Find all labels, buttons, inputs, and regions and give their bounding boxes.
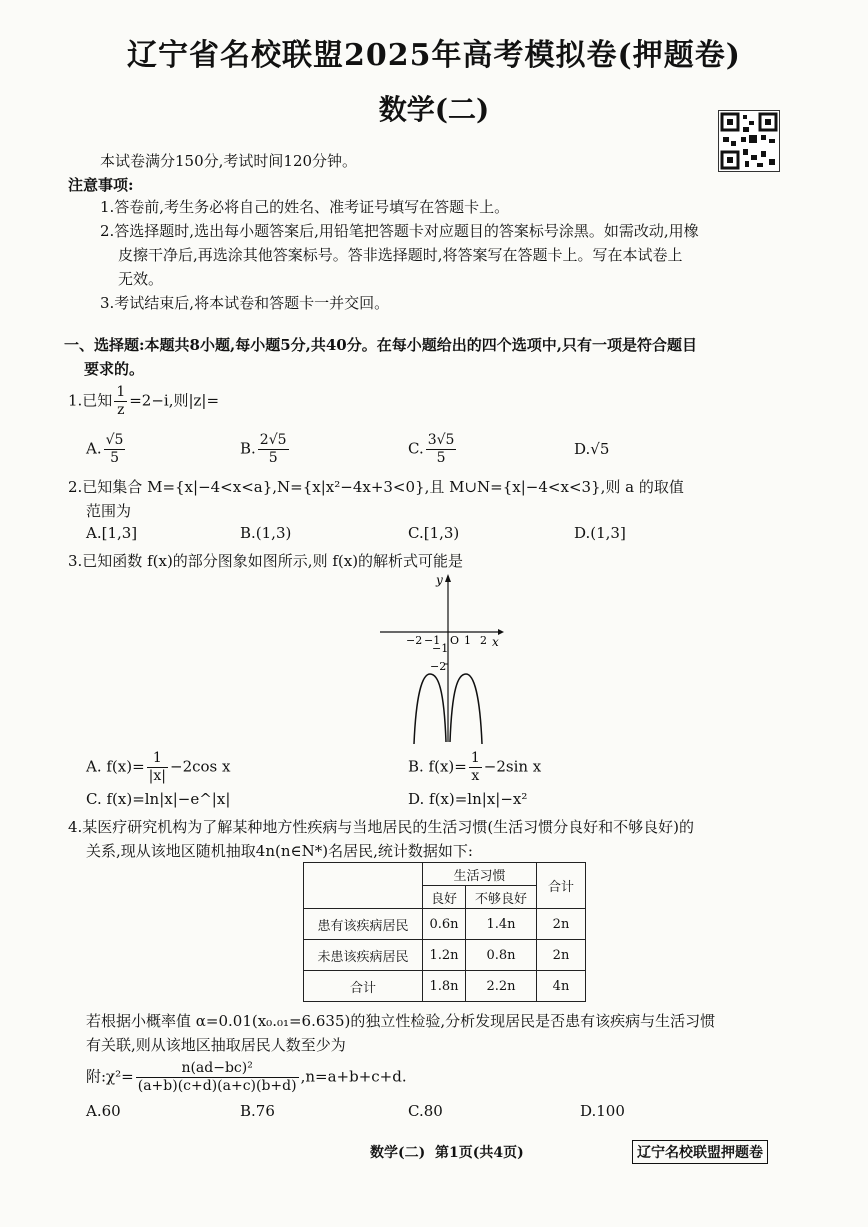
option-label: D. xyxy=(574,440,591,458)
option-suffix: −2sin x xyxy=(483,757,542,776)
table-cell: 4n xyxy=(537,971,586,1002)
frac-den: 5 xyxy=(268,450,278,466)
table-corner-cell xyxy=(304,863,423,909)
statistics-table xyxy=(303,862,586,1002)
x-tick-label: −1 xyxy=(424,634,441,647)
origin-label: O xyxy=(450,634,460,647)
q1-option-b xyxy=(240,432,291,467)
qr-code-icon xyxy=(718,110,780,172)
table-subheader: 良好 xyxy=(423,886,466,909)
q1-option-a xyxy=(86,432,127,467)
q4-option-c: C.80 xyxy=(408,1102,443,1120)
q4-option-d: D.100 xyxy=(580,1102,625,1120)
y-axis-label: y xyxy=(436,573,443,587)
curve-right-branch xyxy=(450,674,482,744)
option-prefix: A. f(x)= xyxy=(86,757,145,776)
table-cell: 1.8n xyxy=(423,971,466,1002)
note-item: 无效。 xyxy=(118,270,164,288)
table-cell: 2n xyxy=(537,940,586,971)
frac-den: 5 xyxy=(110,450,119,466)
table-cell: 2n xyxy=(537,909,586,940)
q3-option-a xyxy=(86,750,230,785)
x-tick-label: 1 xyxy=(464,634,471,647)
q2-option-c: C.[1,3) xyxy=(408,524,460,542)
frac-den: |x| xyxy=(148,768,166,784)
question-2-stem: 2.已知集合 M={x|−4<x<a},N={x|x²−4x+3<0},且 M∪N={x|−4<x<3},则 a 的取值 xyxy=(68,478,684,496)
q3-option-c: C. f(x)=ln|x|−e^|x| xyxy=(86,790,231,808)
option-suffix: −2cos x xyxy=(170,757,231,776)
frac-num: 2√5 xyxy=(259,432,287,448)
frac-num: 1 xyxy=(147,750,168,768)
q4-option-b: B.76 xyxy=(240,1102,275,1120)
y-tick-label: −1 xyxy=(432,642,449,655)
q1-fraction xyxy=(114,384,127,419)
formula-num: n(ad−bc)² xyxy=(136,1060,299,1078)
frac-num: √5 xyxy=(105,432,124,448)
function-graph xyxy=(370,566,510,744)
q1-frac-num: 1 xyxy=(116,384,126,400)
question-1-stem xyxy=(68,384,219,419)
formula-fraction xyxy=(136,1060,299,1095)
q3-option-b xyxy=(408,750,541,785)
curve-left-branch xyxy=(414,674,446,744)
note-item: 1.答卷前,考生务必将自己的姓名、准考证号填写在答题卡上。 xyxy=(100,198,510,216)
table-row-label: 患有该疾病居民 xyxy=(304,909,423,940)
table-cell: 1.2n xyxy=(423,940,466,971)
y-tick-label: −2 xyxy=(430,660,447,673)
x-axis-label: x xyxy=(492,635,499,649)
option-label: B. xyxy=(240,439,256,458)
question-4-stem-cont: 关系,现从该地区随机抽取4n(n∈N*)名居民,统计数据如下: xyxy=(86,842,473,860)
table-total-header: 合计 xyxy=(537,863,586,909)
frac-den: 5 xyxy=(436,450,446,466)
q1-option-c xyxy=(408,432,458,467)
notes-heading: 注意事项: xyxy=(68,176,134,194)
x-axis-arrow xyxy=(498,629,504,635)
frac-den: x xyxy=(471,768,480,784)
q2-option-b: B.(1,3) xyxy=(240,524,292,542)
table-cell: 0.6n xyxy=(423,909,466,940)
table-row xyxy=(304,971,586,1002)
q1-frac-den: z xyxy=(117,402,125,418)
option-label: A. xyxy=(86,439,102,458)
note-item: 3.考试结束后,将本试卷和答题卡一并交回。 xyxy=(100,294,390,312)
frac-num: 1 xyxy=(470,750,480,766)
q1-post: =2−i,则|z|= xyxy=(129,391,220,410)
option-fraction xyxy=(426,432,457,467)
note-item: 皮擦干净后,再选涂其他答案标号。答非选择题时,将答案写在答题卡上。写在本试卷上 xyxy=(118,246,683,264)
question-4-condition-cont: 有关联,则从该地区抽取居民人数至少为 xyxy=(86,1036,346,1054)
option-label: C. xyxy=(408,439,424,458)
option-fraction xyxy=(104,432,126,467)
frac-num: 3√5 xyxy=(427,432,455,448)
section-heading-cont: 要求的。 xyxy=(84,360,145,378)
table-cell: 0.8n xyxy=(466,940,537,971)
table-cell: 1.4n xyxy=(466,909,537,940)
formula-den: (a+b)(c+d)(a+c)(b+d) xyxy=(137,1078,297,1094)
exam-subtitle: 数学(二) xyxy=(378,93,490,126)
note-item: 2.答选择题时,选出每小题答案后,用铅笔把答题卡对应题目的答案标号涂黑。如需改动,用橡 xyxy=(100,222,699,240)
option-fraction xyxy=(469,750,482,785)
q1-pre: 1.已知 xyxy=(68,391,113,410)
q3-option-d: D. f(x)=ln|x|−x² xyxy=(408,790,528,808)
exam-title: 辽宁省名校联盟2025年高考模拟卷(押题卷) xyxy=(127,38,741,73)
q4-option-a: A.60 xyxy=(86,1102,121,1120)
formula-prefix: 附:χ²= xyxy=(86,1067,134,1086)
table-group-header: 生活习惯 xyxy=(423,863,537,886)
option-fraction xyxy=(147,750,168,785)
footer-badge: 辽宁名校联盟押题卷 xyxy=(632,1140,768,1164)
y-axis-arrow xyxy=(445,574,451,582)
table-cell: 2.2n xyxy=(466,971,537,1002)
question-3-stem: 3.已知函数 f(x)的部分图象如图所示,则 f(x)的解析式可能是 xyxy=(68,552,464,570)
formula-suffix: ,n=a+b+c+d. xyxy=(300,1067,407,1086)
question-4-stem: 4.某医疗研究机构为了解某种地方性疾病与当地居民的生活习惯(生活习惯分良好和不够良好)的 xyxy=(68,818,695,836)
option-fraction xyxy=(258,432,289,467)
question-4-condition: 若根据小概率值 α=0.01(x₀.₀₁=6.635)的独立性检验,分析发现居民是否患有该疾病与生活习惯 xyxy=(86,1012,716,1030)
section-heading: 一、选择题:本题共8小题,每小题5分,共40分。在每小题给出的四个选项中,只有一项是符合题目 xyxy=(64,336,697,354)
page-footer: 数学(二) 第1页(共4页) xyxy=(370,1145,524,1161)
q2-option-a: A.[1,3] xyxy=(86,524,138,542)
question-2-stem-cont: 范围为 xyxy=(86,502,132,520)
q2-option-d: D.(1,3] xyxy=(574,524,626,542)
table-subheader: 不够良好 xyxy=(466,886,537,909)
table-header-row xyxy=(304,863,586,886)
option-text: √5 xyxy=(590,440,610,458)
table-row-label: 未患该疾病居民 xyxy=(304,940,423,971)
x-tick-label: −2 xyxy=(406,634,423,647)
intro-text: 本试卷满分150分,考试时间120分钟。 xyxy=(100,152,358,170)
option-prefix: B. f(x)= xyxy=(408,757,467,776)
chi-square-formula xyxy=(86,1060,407,1095)
table-row-label: 合计 xyxy=(304,971,423,1002)
q1-option-d xyxy=(574,440,609,458)
table-row xyxy=(304,940,586,971)
x-tick-label: 2 xyxy=(480,634,487,647)
table-row xyxy=(304,909,586,940)
